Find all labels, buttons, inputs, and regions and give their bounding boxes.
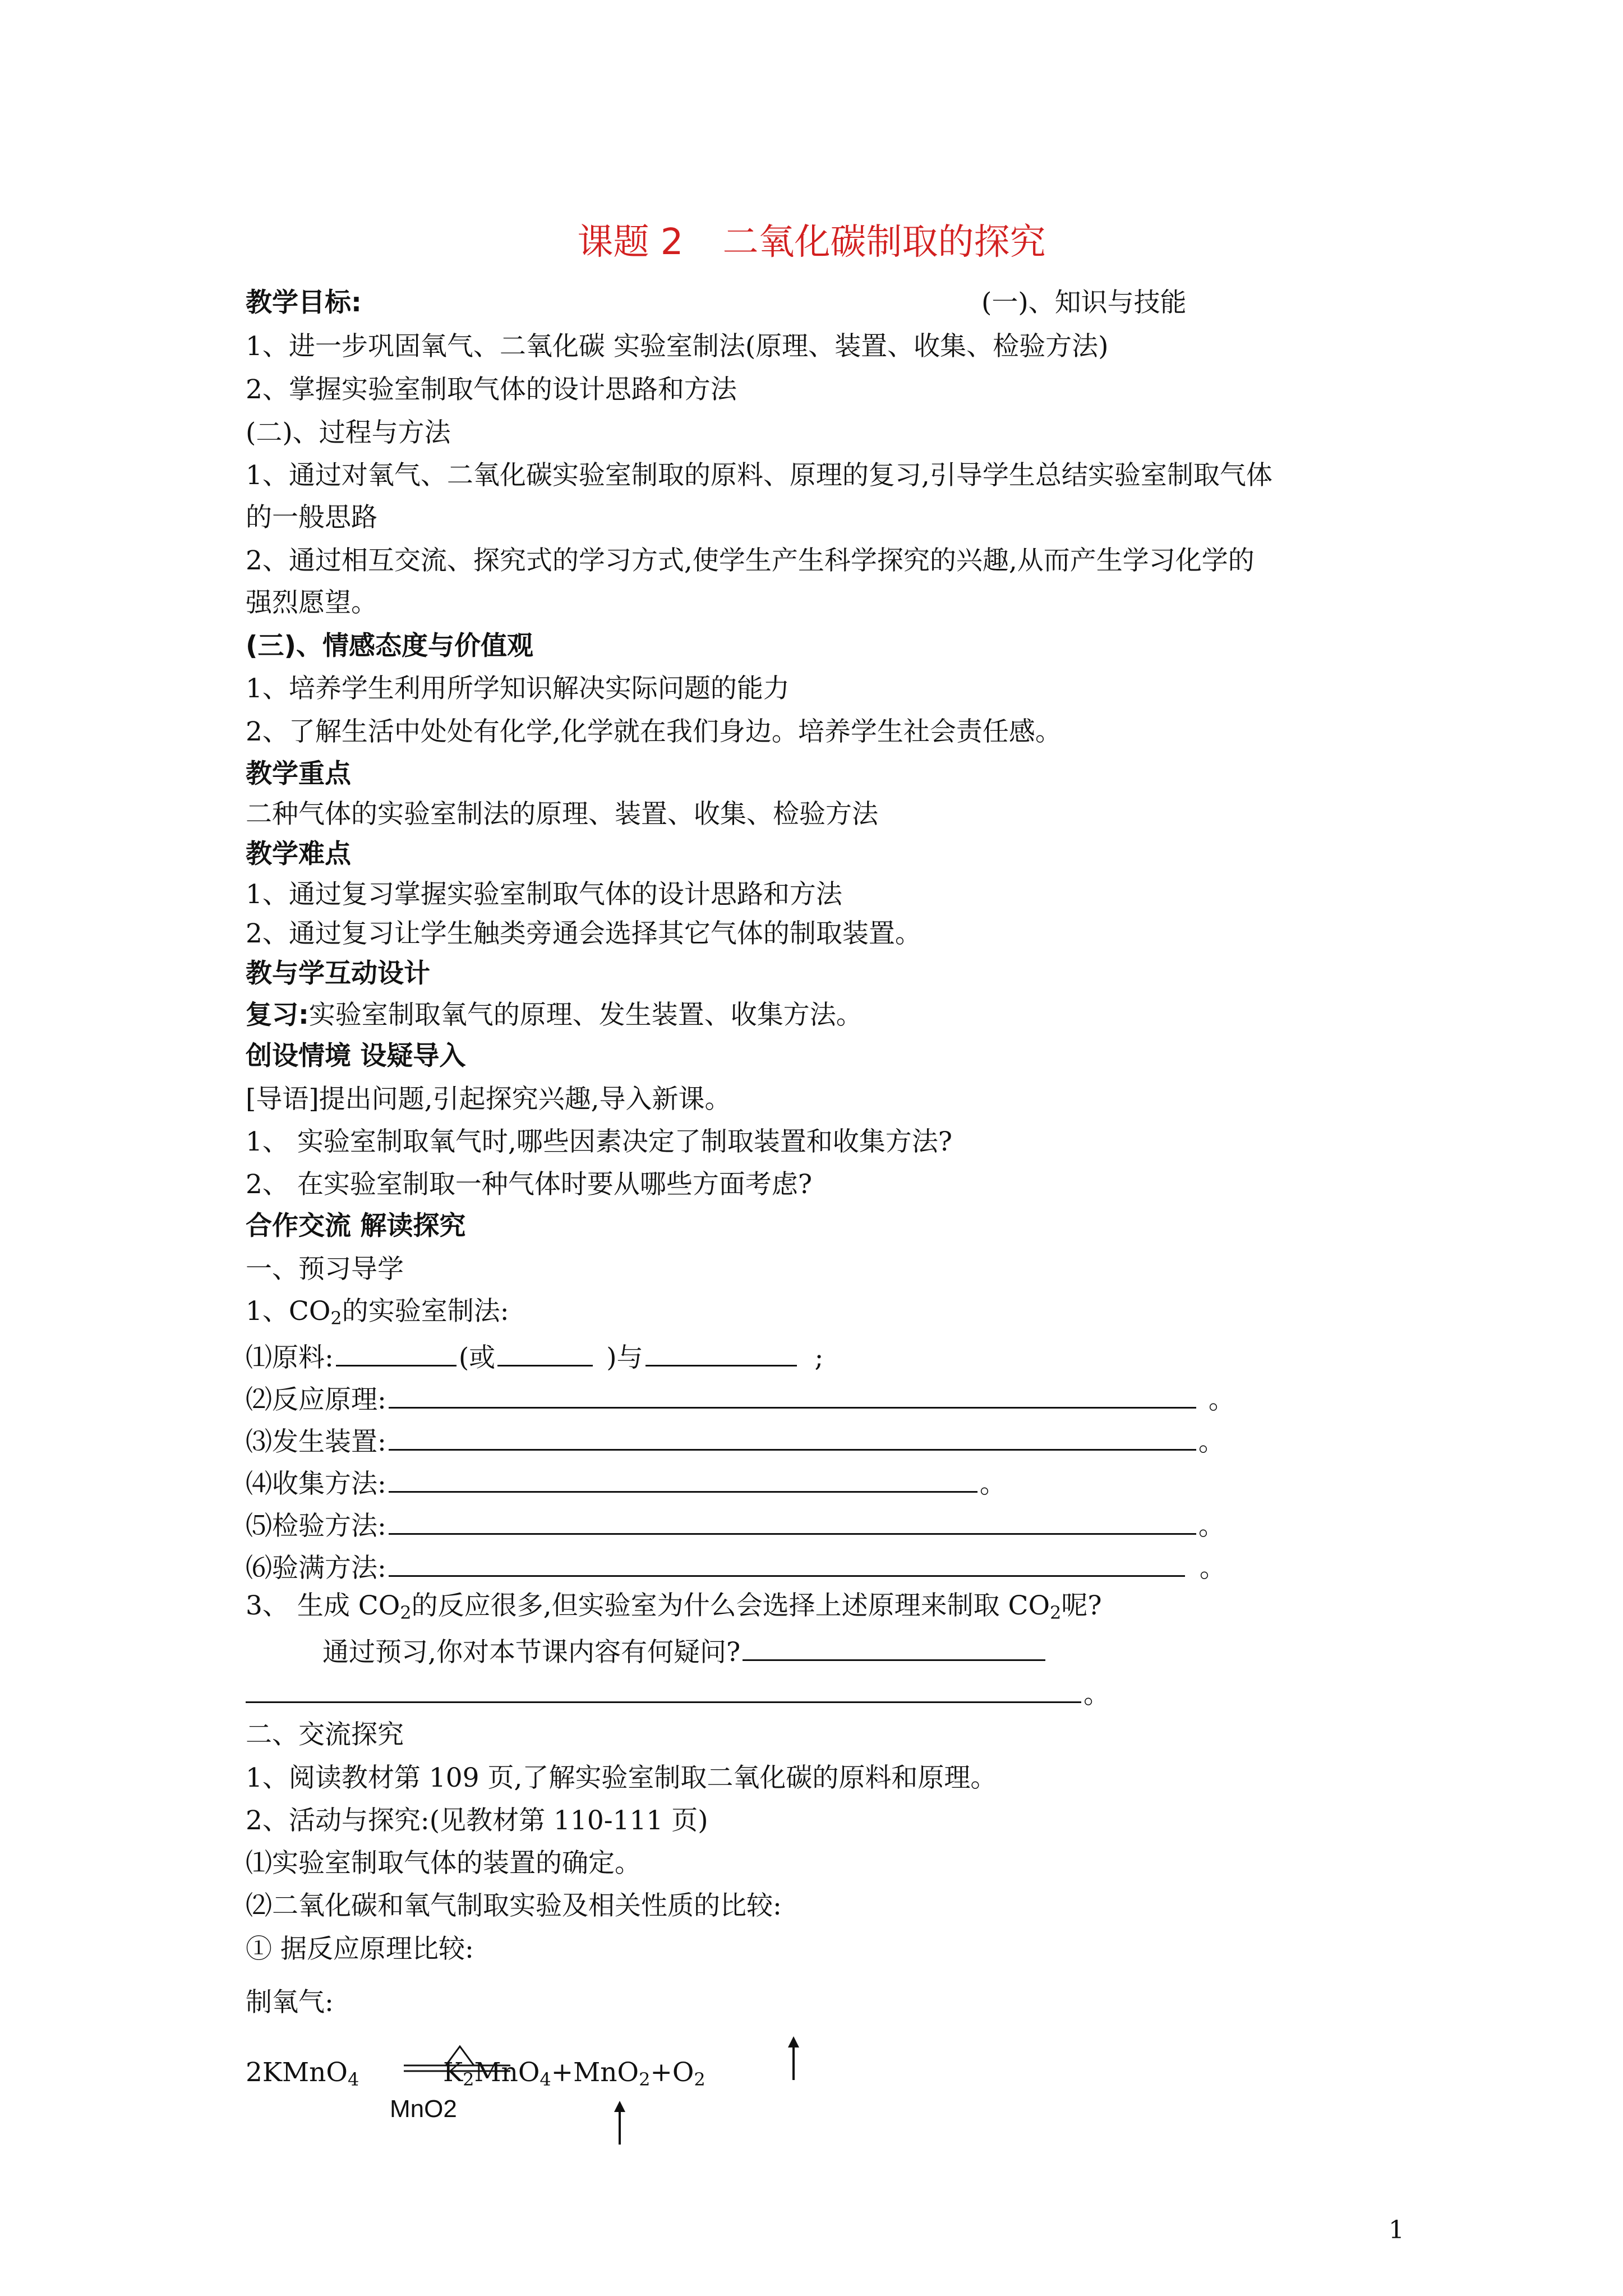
- equation-products: [443, 2056, 706, 2096]
- catalyst-label: MnO2: [390, 2095, 457, 2123]
- section-heading: (三)、情感态度与价值观: [246, 631, 533, 661]
- fill-line-question: [322, 1631, 1048, 1669]
- text-fragment: 。: [1199, 1553, 1226, 1584]
- text-fragment: +MnO: [551, 2057, 639, 2088]
- text-line: 1、培养学生利用所学知识解决实际问题的能力: [246, 673, 790, 704]
- blank-field[interactable]: [497, 1337, 593, 1366]
- text-line: 制氧气:: [246, 1987, 334, 2018]
- blank-field[interactable]: [246, 1673, 1081, 1703]
- text-fragment: (或: [458, 1342, 496, 1373]
- text-line: 1、阅读教材第 109 页,了解实验室制取二氧化碳的原料和原理。: [246, 1763, 997, 1793]
- blank-field[interactable]: [645, 1337, 797, 1366]
- text-line: [导语]提出问题,引起探究兴趣,导入新课。: [246, 1084, 731, 1115]
- text-fragment: K: [443, 2057, 463, 2088]
- text-line: 2、 在实验室制取一种气体时要从哪些方面考虑?: [246, 1169, 813, 1200]
- text-fragment: MnO: [474, 2057, 540, 2088]
- fill-line-test: [246, 1505, 1225, 1543]
- text-fragment: )与: [606, 1342, 643, 1373]
- text-line: ① 据反应原理比较:: [246, 1934, 474, 1964]
- subscript: 2: [639, 2069, 651, 2090]
- text-fragment: 。: [1083, 1679, 1110, 1710]
- text-line: 2、通过复习让学生触类旁通会选择其它气体的制取装置。: [246, 918, 921, 949]
- subscript: 2: [330, 1308, 342, 1329]
- section-heading: 教与学互动设计: [246, 958, 430, 989]
- blank-field[interactable]: [389, 1463, 978, 1493]
- text-fragment: 2KMnO: [246, 2057, 348, 2088]
- subscript: 4: [347, 2069, 359, 2090]
- subscript: 2: [694, 2069, 706, 2090]
- text-fragment: ⑶发生装置:: [246, 1427, 386, 1457]
- text-fragment: ;: [814, 1342, 824, 1373]
- text-fragment: 的实验室制法:: [342, 1296, 509, 1327]
- subscript: 2: [400, 1602, 412, 1623]
- text-fragment: 1、CO: [246, 1296, 331, 1327]
- blank-field[interactable]: [743, 1631, 1045, 1661]
- text-line: [246, 999, 863, 1032]
- goals-label: 教学目标:: [246, 287, 362, 318]
- title-text: 二氧化碳制取的探究: [722, 222, 1046, 263]
- text-line: ⑵二氧化碳和氧气制取实验及相关性质的比较:: [246, 1890, 782, 1921]
- subscript: 4: [540, 2069, 551, 2090]
- text-line: 2、活动与探究:(见教材第 110-111 页): [246, 1805, 708, 1836]
- goals-right-heading: (一)、知识与技能: [981, 287, 1187, 318]
- text-line: ⑴实验室制取气体的装置的确定。: [246, 1848, 641, 1879]
- text-line: 的一般思路: [246, 502, 377, 533]
- page-title: [0, 213, 1623, 265]
- text-fragment: 通过预习,你对本节课内容有何疑问?: [322, 1637, 741, 1668]
- text-line: [246, 1295, 509, 1335]
- text-fragment: 。: [1208, 1384, 1235, 1415]
- review-label: 复习:: [246, 1000, 309, 1030]
- text-fragment: 呢?: [1061, 1590, 1102, 1621]
- text-fragment: 。: [979, 1469, 1006, 1499]
- text-fragment: 。: [1198, 1427, 1225, 1457]
- up-arrow-icon: [782, 2036, 805, 2081]
- text-fragment: ⑸检验方法:: [246, 1511, 386, 1542]
- section-heading: 一、预习导学: [246, 1254, 404, 1285]
- text-line: 1、通过复习掌握实验室制取气体的设计思路和方法: [246, 879, 842, 910]
- text-fragment: +O: [650, 2057, 694, 2088]
- text-line: 1、 实验室制取氧气时,哪些因素决定了制取装置和收集方法?: [246, 1126, 952, 1157]
- fill-line-principle: [246, 1379, 1235, 1417]
- page-number: 1: [1389, 2216, 1404, 2244]
- subscript: 2: [1050, 1602, 1062, 1623]
- section-heading: 二、交流探究: [246, 1719, 404, 1750]
- text-fragment: 3、 生成 CO: [246, 1590, 400, 1621]
- title-lesson-number: 课题 2: [577, 222, 684, 263]
- text-line: 1、通过对氧气、二氧化碳实验室制取的原料、原理的复习,引导学生总结实验室制取气体: [246, 460, 1272, 491]
- text-fragment: ⑵反应原理:: [246, 1384, 386, 1415]
- text-line: 2、了解生活中处处有化学,化学就在我们身边。培养学生社会责任感。: [246, 716, 1062, 747]
- text-fragment: ⑴原料:: [246, 1342, 334, 1373]
- fill-line-apparatus: [246, 1421, 1225, 1459]
- fill-line-collection: [246, 1463, 1006, 1501]
- text-line: 2、掌握实验室制取气体的设计思路和方法: [246, 374, 737, 405]
- section-heading: 教学重点: [246, 758, 351, 789]
- text-line: [246, 1589, 1102, 1630]
- text-fragment: ⑷收集方法:: [246, 1469, 386, 1499]
- blank-field[interactable]: [389, 1547, 1185, 1577]
- blank-field[interactable]: [336, 1337, 457, 1366]
- review-text: 实验室制取氧气的原理、发生装置、收集方法。: [308, 1000, 863, 1030]
- subscript: 2: [463, 2069, 474, 2090]
- text-line: 二种气体的实验室制法的原理、装置、收集、检验方法: [246, 799, 878, 830]
- blank-field[interactable]: [389, 1379, 1196, 1409]
- text-line: 1、进一步巩固氧气、二氧化碳 实验室制法(原理、装置、收集、检验方法): [246, 331, 1109, 362]
- up-arrow-icon: [608, 2101, 631, 2146]
- equation-reactant: [246, 2056, 359, 2096]
- section-heading: 合作交流 解读探究: [246, 1211, 466, 1241]
- section-heading: (二)、过程与方法: [246, 417, 451, 448]
- section-heading: 创设情境 设疑导入: [246, 1041, 466, 1071]
- blank-field[interactable]: [389, 1421, 1196, 1451]
- section-heading: 教学难点: [246, 839, 351, 869]
- text-fragment: 。: [1198, 1511, 1225, 1542]
- text-line: 2、通过相互交流、探究式的学习方式,使学生产生科学探究的兴趣,从而产生学习化学的: [246, 545, 1255, 576]
- text-fragment: ⑹验满方法:: [246, 1553, 386, 1584]
- fill-line-full-check: [246, 1547, 1226, 1585]
- fill-line-raw-materials: [246, 1337, 823, 1375]
- fill-line-question-cont: [246, 1673, 1110, 1711]
- blank-field[interactable]: [389, 1505, 1196, 1535]
- text-line: 强烈愿望。: [246, 587, 377, 618]
- text-fragment: 的反应很多,但实验室为什么会选择上述原理来制取 CO: [411, 1590, 1050, 1621]
